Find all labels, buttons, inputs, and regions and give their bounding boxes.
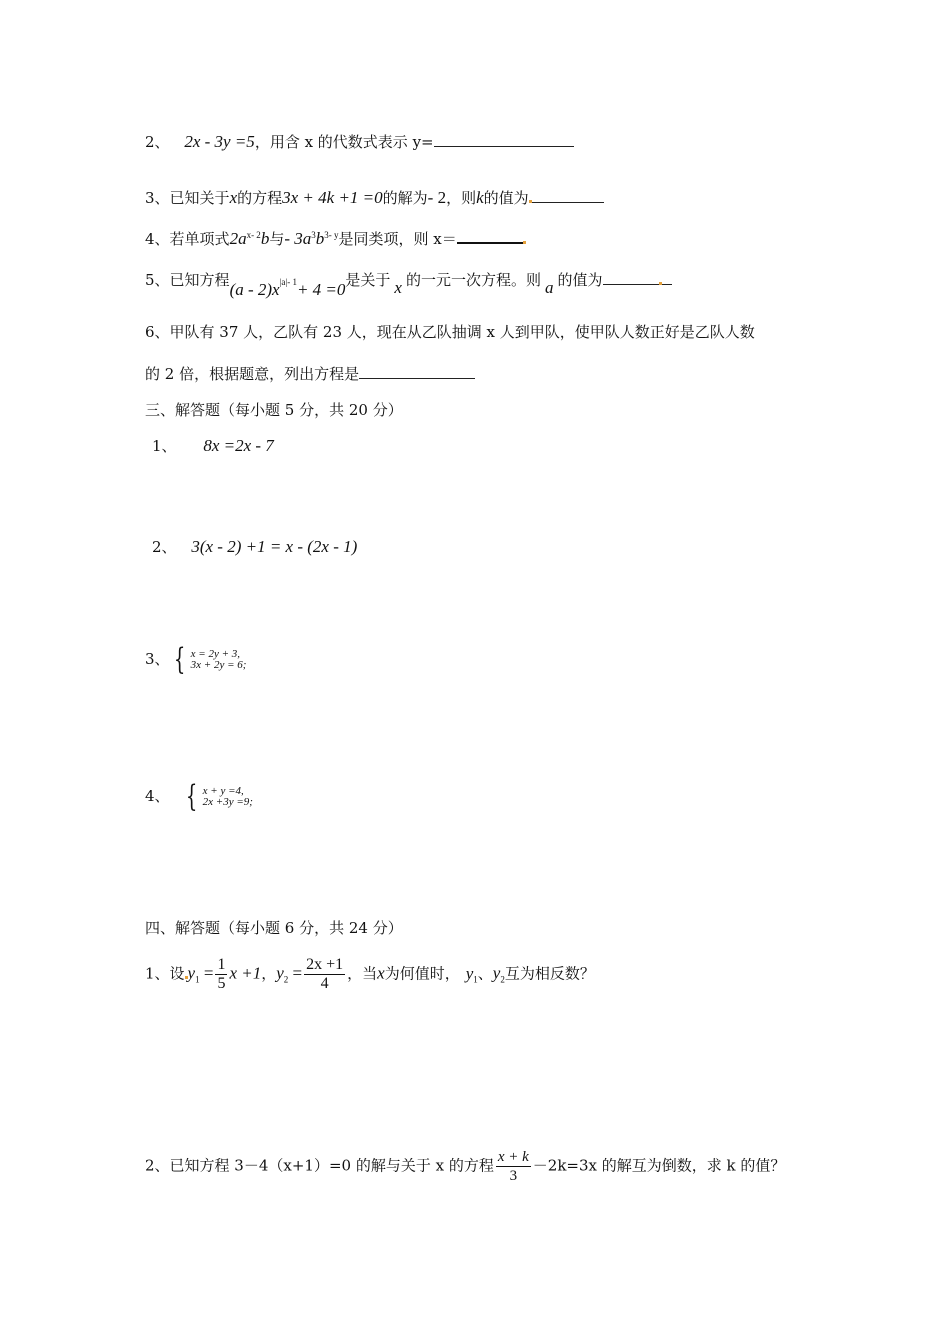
problem-number: 1、设 (145, 964, 185, 983)
system-row: 3x + 2y = 6; (190, 659, 247, 671)
question-number: 5、 (145, 271, 170, 289)
question-text: 的值为 (483, 189, 529, 207)
fraction (496, 1148, 531, 1185)
problem-3-1 (152, 436, 274, 456)
problem-3-2 (152, 537, 357, 557)
problem-number: 2、 (152, 538, 177, 556)
question-text: 是同类项，则 x＝ (338, 230, 457, 248)
numerator: x + k (497, 1149, 529, 1165)
answer-blank[interactable] (434, 132, 574, 147)
question-text: 与 (269, 230, 285, 248)
question-text: ，用含 x 的代数式表示 y= (254, 133, 434, 151)
equation: 2x - 3y =5 (184, 132, 255, 151)
answer-blank[interactable] (603, 270, 659, 285)
question-text: 为何值时， (384, 964, 460, 983)
variable: y (276, 963, 284, 983)
fraction (215, 956, 227, 993)
brace-icon: { (173, 642, 185, 677)
variable: k (476, 188, 484, 207)
punctuation: ， (261, 964, 277, 983)
value: - 2 (427, 188, 447, 207)
question-text: ，则 (446, 189, 477, 207)
answer-blank-tail (662, 270, 672, 285)
variable: x (394, 278, 402, 297)
subscript: 2 (500, 974, 505, 985)
answer-blank[interactable] (359, 364, 475, 379)
question-text: －2k=3x 的解互为倒数，求 k 的值？ (532, 1156, 786, 1175)
variable: x (229, 188, 238, 207)
exponent: x- 2 (246, 230, 261, 240)
question-fill-4 (145, 225, 526, 249)
question-fill-2 (145, 132, 574, 152)
equation: 3(x - 2) +1 = x - (2x - 1) (191, 537, 358, 556)
monomial: b (315, 229, 325, 248)
numerator: 2x +1 (306, 956, 344, 973)
problem-3-4 (145, 779, 253, 814)
section-4-heading: 四、解答题（每小题 6 分，共 24 分） (145, 919, 403, 937)
question-text: 是关于 (345, 271, 391, 289)
fraction (304, 956, 345, 993)
question-fill-6-line2 (145, 364, 475, 384)
question-text: 互为相反数？ (504, 964, 595, 983)
question-fill-5 (145, 266, 672, 299)
subscript: 2 (283, 974, 289, 985)
question-fill-6-line1: 6、甲队有 37 人，乙队有 23 人，现在从乙队抽调 x 人到甲队，使甲队人数正好是乙队人数 (145, 323, 755, 341)
question-text: ，当 (347, 964, 378, 983)
monomial: 2a (229, 229, 247, 248)
problem-number: 4、 (145, 787, 170, 805)
variable: y (187, 963, 196, 983)
question-number: 3、 (145, 189, 170, 207)
problem-4-2 (145, 1148, 785, 1185)
question-text: 若单项式 (169, 230, 230, 248)
numerator: 1 (217, 956, 226, 973)
question-text: 的一元一次方程。则 (405, 271, 541, 289)
question-text: 2、已知方程 3－4（x+1）=0 的解与关于 x 的方程 (145, 1156, 494, 1175)
denominator: 4 (320, 975, 329, 992)
subscript: 1 (473, 974, 478, 985)
monomial: - 3a (284, 229, 312, 248)
system-row: x = 2y + 3, (190, 648, 241, 660)
question-text: 已知方程 (169, 271, 230, 289)
question-text: 的解为 (382, 189, 428, 207)
variable: a (544, 278, 554, 297)
question-number: 2、 (145, 133, 170, 151)
variable: x (377, 963, 385, 983)
punctuation: 、 (477, 964, 493, 983)
denominator: 3 (509, 1168, 518, 1184)
equals: = (288, 963, 303, 983)
variable: y (465, 963, 474, 983)
system-row: 2x +3y =9; (202, 796, 253, 808)
variable: y (492, 963, 501, 983)
marker-dot (523, 241, 526, 244)
question-number: 4、 (145, 230, 170, 248)
brace-icon: { (185, 779, 197, 814)
answer-blank[interactable] (532, 188, 604, 203)
equation-system (182, 779, 253, 814)
equation: 8x =2x - 7 (203, 436, 274, 455)
question-text: 的方程 (237, 189, 283, 207)
exponent: |a|- 1 (279, 277, 297, 287)
equation-system (170, 642, 247, 677)
exponent: 3 (311, 230, 316, 240)
monomial: b (260, 229, 270, 248)
equation: (a - 2)x (229, 280, 280, 299)
problem-4-1 (145, 956, 595, 993)
question-fill-3 (145, 188, 604, 208)
equation: + 4 =0 (296, 280, 346, 299)
denominator: 5 (217, 975, 226, 992)
section-3-heading: 三、解答题（每小题 5 分，共 20 分） (145, 401, 403, 419)
equation: 3x + 4k +1 =0 (282, 188, 383, 207)
problem-3-3 (145, 642, 247, 677)
question-text: 的值为 (557, 271, 603, 289)
problem-number: 3、 (145, 650, 170, 668)
question-text: 已知关于 (169, 189, 230, 207)
question-text: 的 2 倍，根据题意，列出方程是 (145, 365, 360, 383)
expression: x +1 (229, 963, 262, 983)
subscript: 1 (195, 974, 200, 985)
exponent: 3- y (324, 230, 339, 240)
system-row: x + y =4, (202, 785, 244, 797)
answer-blank[interactable] (457, 228, 523, 244)
equals: = (199, 963, 214, 983)
problem-number: 1、 (152, 437, 177, 455)
